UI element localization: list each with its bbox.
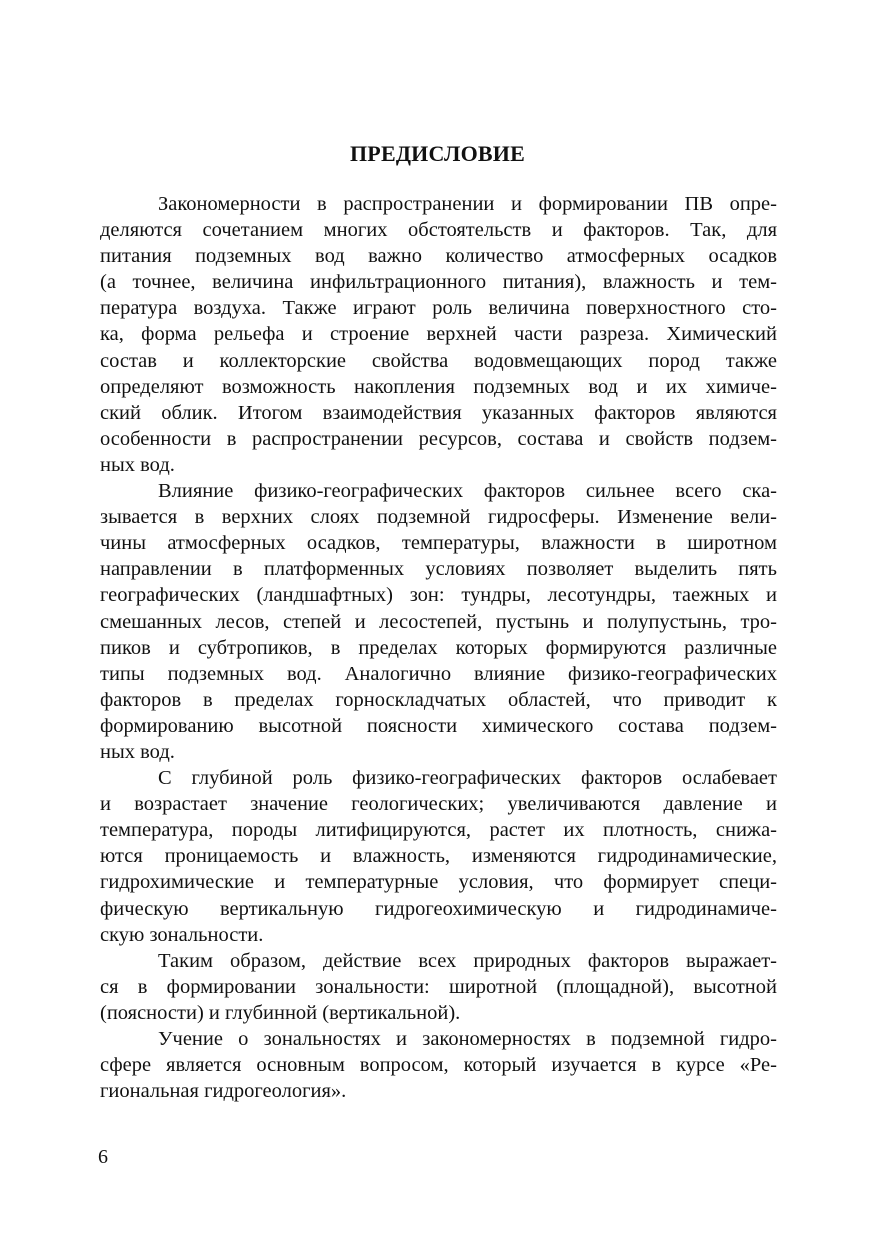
text-line: Учение о зональностях и закономерностях в подземной гидро- bbox=[158, 1028, 777, 1050]
text-line: типы подземных вод. Аналогично влияние физико-географических bbox=[100, 662, 777, 685]
text-line: (поясности) и глубинной (вертикальной). bbox=[100, 1001, 461, 1024]
text-line: скую зональности. bbox=[100, 923, 264, 946]
text-line: температура, породы литифицируются, растет их плотность, снижа- bbox=[100, 819, 777, 842]
paragraph bbox=[100, 1026, 777, 1104]
text-line: географических (ландшафтных) зон: тундры, лесотундры, таежных и bbox=[100, 584, 777, 607]
text-line: состав и коллекторские свойства водовмещающих пород также bbox=[100, 349, 777, 372]
paragraph bbox=[100, 765, 777, 948]
text-line: гиональная гидрогеология». bbox=[100, 1080, 347, 1103]
text-line: гидрохимические и температурные условия, что формирует специ- bbox=[100, 871, 777, 894]
text-line: Таким образом, действие всех природных факторов выражает- bbox=[158, 949, 777, 972]
text-line: смешанных лесов, степей и лесостепей, пустынь и полупустынь, тро- bbox=[100, 610, 777, 633]
text-line: питания подземных вод важно количество атмосферных осадков bbox=[100, 245, 777, 268]
text-line: сфере является основным вопросом, который изучается в курсе «Ре- bbox=[100, 1054, 777, 1077]
text-line: ский облик. Итогом взаимодействия указанных факторов являются bbox=[100, 401, 777, 424]
text-line: ются проницаемость и влажность, изменяются гидродинамические, bbox=[100, 845, 777, 868]
text-line: особенности в распространении ресурсов, состава и свойств подзем- bbox=[100, 427, 777, 450]
text-line: пература воздуха. Также играют роль величина поверхностного сто- bbox=[100, 297, 777, 320]
text-line: ных вод. bbox=[100, 740, 175, 763]
text-line: факторов в пределах горноскладчатых областей, что приводит к bbox=[100, 688, 777, 711]
text-line: ка, форма рельефа и строение верхней части разреза. Химический bbox=[100, 323, 777, 346]
page-title: ПРЕДИСЛОВИЕ bbox=[350, 141, 525, 166]
text-line: С глубиной роль физико-географических факторов ослабевает bbox=[158, 767, 777, 790]
text-line: чины атмосферных осадков, температуры, влажности в широтном bbox=[100, 532, 777, 555]
text-line: определяют возможность накопления подземных вод и их химиче- bbox=[100, 375, 777, 398]
text-line: зывается в верхних слоях подземной гидросферы. Изменение вели- bbox=[100, 506, 777, 529]
text-line: Закономерности в распространении и формировании ПВ опре- bbox=[158, 193, 777, 215]
text-line: и возрастает значение геологических; увеличиваются давление и bbox=[100, 793, 777, 816]
page-number: 6 bbox=[98, 1146, 108, 1168]
text-line: фическую вертикальную гидрогеохимическую и гидродинамиче- bbox=[100, 897, 777, 920]
text-line: (а точнее, величина инфильтрационного питания), влажность и тем- bbox=[100, 271, 777, 294]
text-line: формированию высотной поясности химического состава подзем- bbox=[100, 714, 777, 737]
body-text bbox=[100, 191, 777, 1104]
text-line: направлении в платформенных условиях позволяет выделить пять bbox=[100, 558, 777, 581]
text-line: ся в формировании зональности: широтной (площадной), высотной bbox=[100, 975, 777, 998]
text-line: деляются сочетанием многих обстоятельств и факторов. Так, для bbox=[100, 219, 777, 242]
text-line: ных вод. bbox=[100, 453, 175, 476]
paragraph bbox=[100, 478, 777, 765]
text-line: пиков и субтропиков, в пределах которых формируются различные bbox=[100, 636, 777, 659]
paragraph bbox=[100, 191, 777, 478]
text-line: Влияние физико-географических факторов сильнее всего ска- bbox=[158, 480, 777, 503]
paragraph bbox=[100, 948, 777, 1026]
